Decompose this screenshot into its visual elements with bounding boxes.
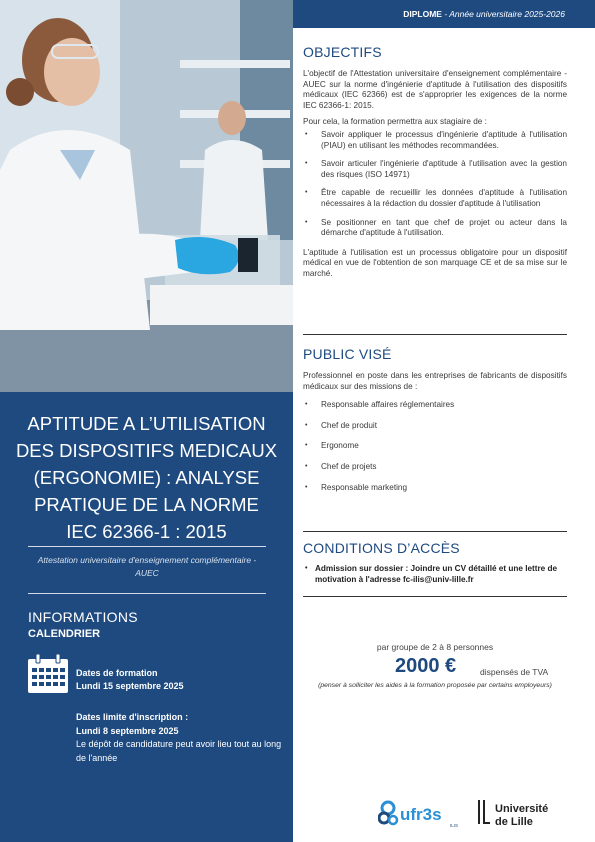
training-dates bbox=[76, 667, 184, 693]
divider bbox=[28, 593, 266, 594]
course-title-line: IEC 62366-1 : 2015 bbox=[66, 521, 227, 542]
objectifs-lead: Pour cela, la formation permettra aux stagiaire de : bbox=[303, 117, 487, 127]
public-intro: Professionnel en poste dans les entreprises de fabricants de dispositifs médicaux sur des missions de : bbox=[303, 371, 567, 391]
training-dates-value: Lundi 15 septembre 2025 bbox=[76, 681, 184, 691]
divider bbox=[303, 531, 567, 532]
attestation-label: Attestation universitaire d'enseignement complémentaire - AUEC bbox=[37, 555, 257, 578]
list-item: • Savoir articuler l'ingénierie d'aptitude à l'utilisation avec la gestion des risques (ISO 14971) bbox=[303, 159, 567, 180]
divider bbox=[303, 334, 567, 335]
conditions-section bbox=[303, 540, 567, 585]
list-item: • Chef de produit bbox=[303, 421, 567, 432]
list-item: • Savoir appliquer le processus d'ingénierie d'aptitude à l'utilisation (PIAU) en utilisant les méthodes recommandées. bbox=[303, 130, 567, 151]
list-item: • Responsable marketing bbox=[303, 483, 567, 494]
course-title-line: APTITUDE A L’UTILISATION bbox=[27, 413, 266, 434]
diploma-label: DIPLOME bbox=[403, 9, 442, 19]
objectifs-intro: L'objectif de l'Attestation universitaire d'enseignement complémentaire - AUEC sur la norme d'ingénierie d'aptitude à l'utilisation des dispositifs médicaux (IEC 62366) est de s'approprier les exigences de la norme IEC 62366-1: 2015. bbox=[303, 69, 567, 110]
objectifs-section bbox=[303, 44, 567, 280]
training-dates-label: Dates de formation bbox=[76, 668, 158, 678]
conditions-heading: CONDITIONS D’ACCÈS bbox=[303, 540, 460, 556]
course-title-line: (ERGONOMIE) : ANALYSE bbox=[33, 467, 260, 488]
course-title-line: PRATIQUE DE LA NORME bbox=[34, 494, 259, 515]
list-item: • Ergonome bbox=[303, 441, 567, 452]
svg-text:Université: Université bbox=[495, 803, 549, 815]
divider bbox=[28, 546, 266, 547]
course-title-line: DES DISPOSITIFS MEDICAUX bbox=[15, 440, 278, 461]
ufr3s-logo bbox=[378, 796, 570, 830]
calendar-heading: CALENDRIER bbox=[28, 628, 101, 640]
public-heading: PUBLIC VISÉ bbox=[303, 346, 392, 362]
calendar-icon bbox=[27, 654, 69, 694]
informations-heading: INFORMATIONS bbox=[28, 609, 138, 625]
pricing-note: (penser à solliciter les aides à la formation proposée par certains employeurs) bbox=[318, 682, 552, 689]
svg-text:ILIS: ILIS bbox=[450, 823, 459, 828]
list-item: • Admission sur dossier : Joindre un CV détaillé et une lettre de motivation à l'adresse fc-ilis@univ-lille.fr bbox=[303, 564, 567, 585]
deadline-value: Lundi 8 septembre 2025 bbox=[76, 725, 179, 736]
header-separator: - bbox=[441, 9, 450, 19]
list-item: • Responsable affaires réglementaires bbox=[303, 400, 567, 411]
public-section bbox=[303, 346, 567, 493]
conditions-list bbox=[303, 564, 567, 585]
divider bbox=[303, 596, 567, 597]
academic-year: Année universitaire 2025-2026 bbox=[449, 9, 565, 19]
svg-text:ufr3s: ufr3s bbox=[400, 805, 442, 824]
objectifs-conclusion: L'aptitude à l'utilisation est un processus obligatoire pour un dispositif médical en vue de l'obtention de son marquage CE et de sa mise sur le marché. bbox=[303, 247, 567, 278]
registration-deadline bbox=[76, 711, 286, 765]
list-item: • Chef de projets bbox=[303, 462, 567, 473]
course-title bbox=[14, 410, 279, 545]
lab-photo bbox=[0, 0, 293, 392]
lab-scene-illustration bbox=[0, 0, 293, 392]
price-tva: dispensés de TVA bbox=[480, 667, 549, 677]
list-item: • Se positionner en tant que chef de projet ou acteur dans la démarche d'aptitude à l'utilisation. bbox=[303, 218, 567, 239]
pricing-group: par groupe de 2 à 8 personnes bbox=[376, 642, 494, 652]
svg-text:de Lille: de Lille bbox=[495, 816, 533, 828]
logos bbox=[378, 796, 570, 830]
price-amount: 2000 € bbox=[395, 655, 457, 677]
list-item: • Être capable de recueillir les données d'aptitude à l'utilisation nécessaires à la rédaction du dossier d'aptitude à l'utilisation bbox=[303, 188, 567, 209]
objectifs-list bbox=[303, 130, 567, 239]
deadline-label: Dates limite d'inscription : bbox=[76, 712, 189, 722]
public-list bbox=[303, 400, 567, 493]
left-column bbox=[0, 0, 293, 842]
objectifs-heading: OBJECTIFS bbox=[303, 44, 382, 60]
header-bar bbox=[293, 0, 595, 28]
deadline-note: Le dépôt de candidature peut avoir lieu tout au long de l'année bbox=[76, 739, 282, 763]
